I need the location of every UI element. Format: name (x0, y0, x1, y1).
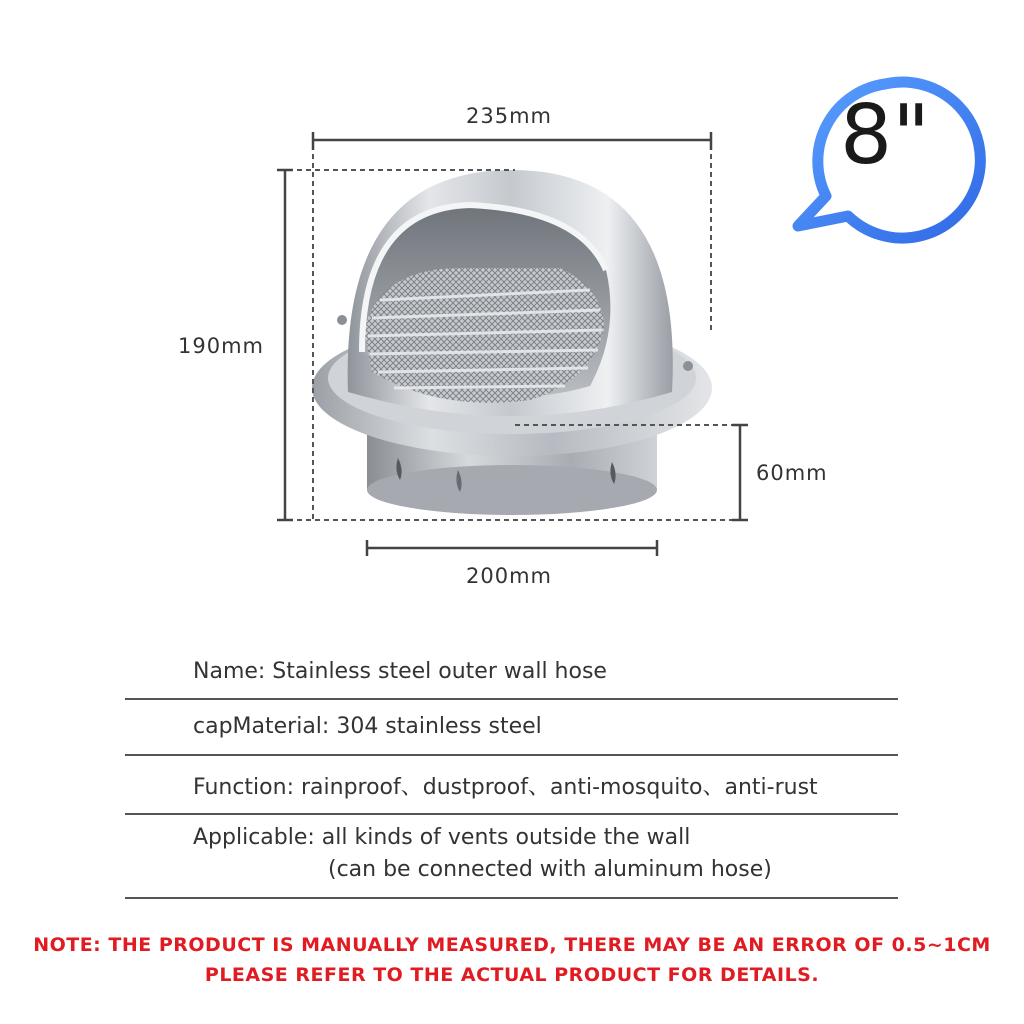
size-badge-text: 8" (840, 88, 930, 183)
note-line-2: PLEASE REFER TO THE ACTUAL PRODUCT FOR DETAILS. (204, 964, 820, 986)
note-line-1: NOTE: THE PRODUCT IS MANUALLY MEASURED, THERE MAY BE AN ERROR OF 0.5~1CM (33, 934, 991, 956)
spec-divider (125, 813, 898, 815)
spec-divider (125, 698, 898, 700)
dimension-duct-height-label: 60mm (756, 461, 828, 485)
spec-divider (125, 897, 898, 899)
spec-name: Name: Stainless steel outer wall hose (193, 659, 607, 684)
spec-applicable: Applicable: all kinds of vents outside the wall (193, 825, 691, 850)
dimension-height-label: 190mm (178, 334, 264, 358)
spec-applicable-note: (can be connected with aluminum hose) (328, 857, 772, 882)
spec-function: Function: rainproof、dustproof、anti-mosquito、anti-rust (193, 775, 818, 800)
dimension-top-width-label: 235mm (466, 104, 552, 128)
spec-material: capMaterial: 304 stainless steel (193, 714, 542, 739)
dimension-duct-width-label: 200mm (466, 564, 552, 588)
spec-divider (125, 754, 898, 756)
